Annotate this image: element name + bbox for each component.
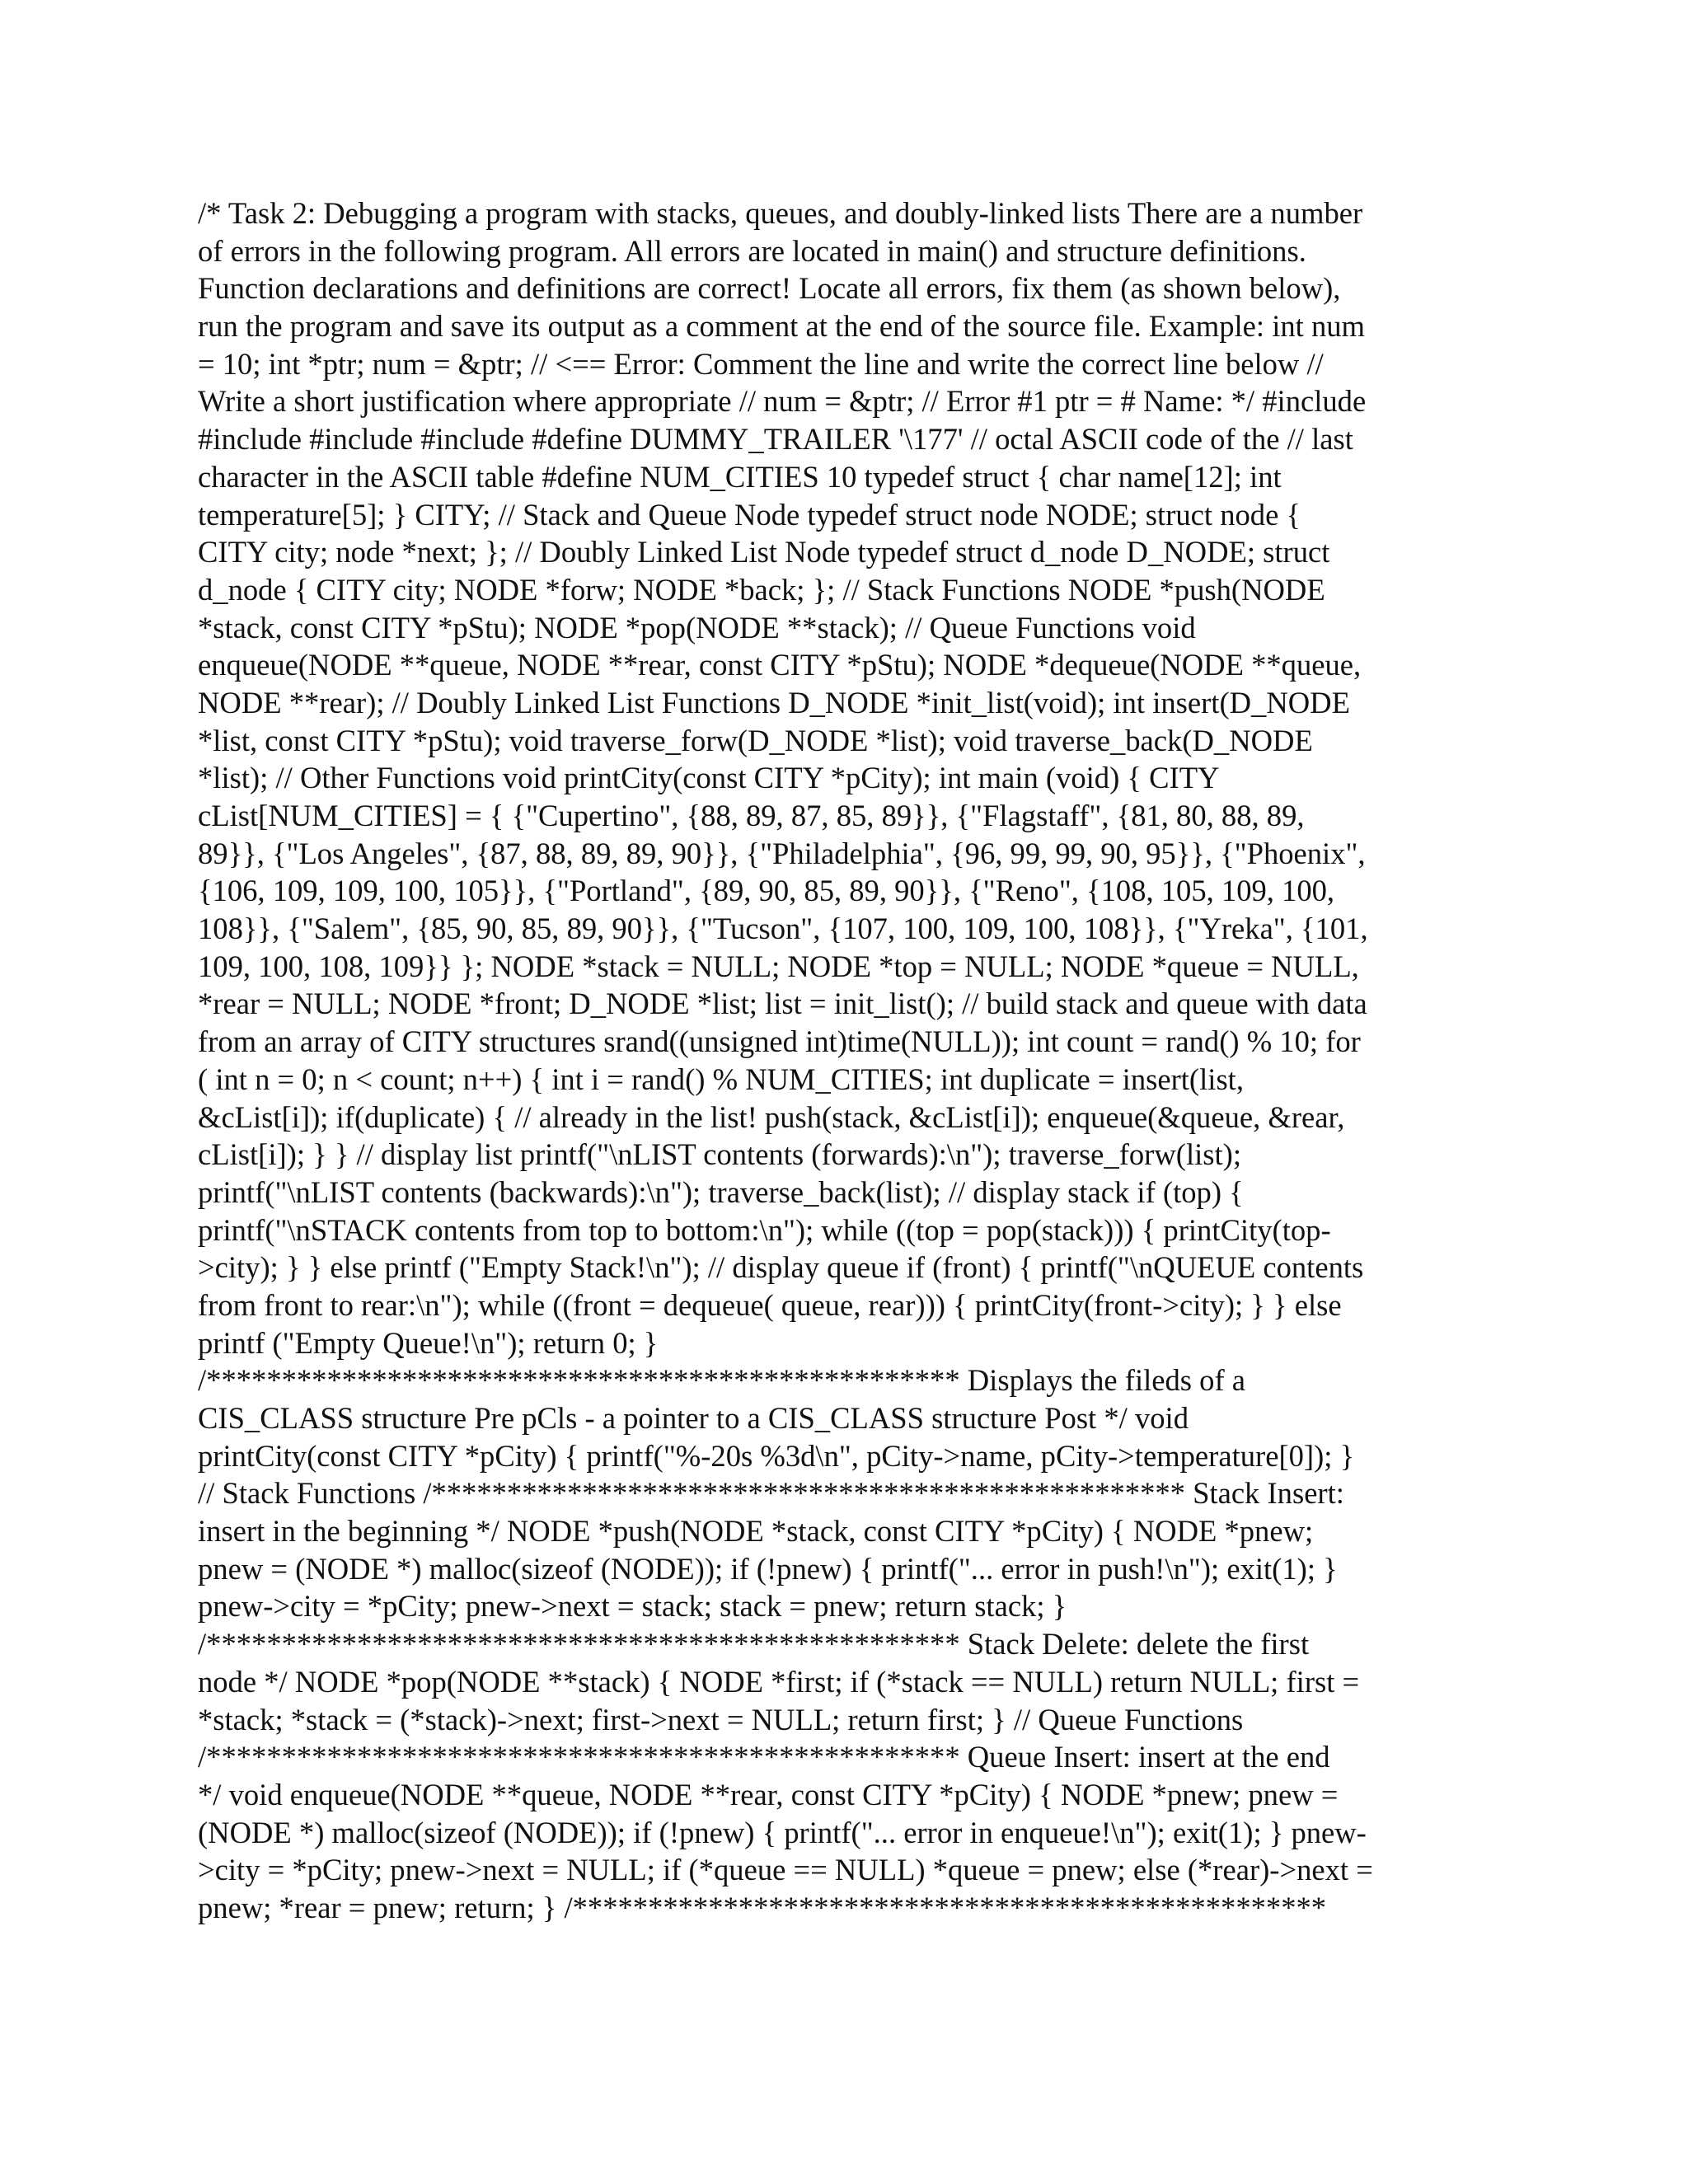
text-line: printCity(const CITY *pCity) { printf("%-20s %3d\n", pCity->name, pCity->temperature[0]); } bbox=[198, 1438, 1355, 1473]
text-line: run the program and save its output as a comment at the end of the source file. Example: int num bbox=[198, 309, 1365, 344]
text-line: printf("\nSTACK contents from top to bottom:\n"); while ((top = pop(stack))) { printCity(top- bbox=[198, 1212, 1331, 1247]
text-line: from an array of CITY structures srand((unsigned int)time(NULL)); int count = rand() % 10; for bbox=[198, 1024, 1361, 1059]
text-line: insert in the beginning */ NODE *push(NODE *stack, const CITY *pCity) { NODE *pnew; bbox=[198, 1514, 1314, 1549]
text-line: enqueue(NODE **queue, NODE **rear, const CITY *pStu); NODE *dequeue(NODE **queue, bbox=[198, 648, 1362, 682]
text-line: {106, 109, 109, 100, 105}}, {"Portland", {89, 90, 85, 89, 90}}, {"Reno", {108, 105, 109, 100, bbox=[198, 874, 1335, 908]
text-line: printf ("Empty Queue!\n"); return 0; } bbox=[198, 1325, 659, 1360]
text-line: *stack, const CITY *pStu); NODE *pop(NODE **stack); // Queue Functions void bbox=[198, 610, 1196, 644]
text-line: *rear = NULL; NODE *front; D_NODE *list; list = init_list(); // build stack and queue with data bbox=[198, 987, 1367, 1021]
text-line: from front to rear:\n"); while ((front = dequeue( queue, rear))) { printCity(front->city); } } else bbox=[198, 1287, 1342, 1322]
text-line: CITY city; node *next; }; // Doubly Linked List Node typedef struct d_node D_NODE; struct bbox=[198, 535, 1330, 569]
text-line: pnew; *rear = pnew; return; } /************************************************** bbox=[198, 1890, 1327, 1924]
text-line: printf("\nLIST contents (backwards):\n"); traverse_back(list); // display stack if (top) { bbox=[198, 1174, 1244, 1209]
text-line: d_node { CITY city; NODE *forw; NODE *back; }; // Stack Functions NODE *push(NODE bbox=[198, 572, 1325, 607]
document-body bbox=[198, 194, 1513, 1927]
text-line: cList[NUM_CITIES] = { {"Cupertino", {88, 89, 87, 85, 89}}, {"Flagstaff", {81, 80, 88, 89, bbox=[198, 799, 1305, 832]
text-line: >city = *pCity; pnew->next = NULL; if (*queue == NULL) *queue = pnew; else (*rear)->next = bbox=[198, 1853, 1373, 1887]
text-line: /************************************************** Stack Delete: delete the first bbox=[198, 1627, 1310, 1661]
text-line: character in the ASCII table #define NUM_CITIES 10 typedef struct { char name[12]; int bbox=[198, 459, 1282, 494]
text-line: cList[i]); } } // display list printf("\nLIST contents (forwards):\n"); traverse_forw(list); bbox=[198, 1137, 1242, 1172]
text-line: */ void enqueue(NODE **queue, NODE **rear, const CITY *pCity) { NODE *pnew; pnew = bbox=[198, 1777, 1339, 1811]
text-line: NODE **rear); // Doubly Linked List Functions D_NODE *init_list(void); int insert(D_NODE bbox=[198, 685, 1350, 719]
text-line: Function declarations and definitions are correct! Locate all errors, fix them (as shown below), bbox=[198, 271, 1341, 306]
text-line: /* Task 2: Debugging a program with stacks, queues, and doubly-linked lists There are a number bbox=[198, 196, 1363, 230]
text-line: *stack; *stack = (*stack)->next; first->next = NULL; return first; } // Queue Functions bbox=[198, 1702, 1244, 1736]
text-line: temperature[5]; } CITY; // Stack and Queue Node typedef struct node NODE; struct node { bbox=[198, 497, 1301, 532]
text-line: (NODE *) malloc(sizeof (NODE)); if (!pnew) { printf("... error in enqueue!\n"); exit(1); } pnew- bbox=[198, 1815, 1367, 1849]
text-line: ( int n = 0; n < count; n++) { int i = rand() % NUM_CITIES; int duplicate = insert(list, bbox=[198, 1062, 1244, 1096]
text-line: node */ NODE *pop(NODE **stack) { NODE *first; if (*stack == NULL) return NULL; first = bbox=[198, 1664, 1360, 1699]
text-line: *list); // Other Functions void printCity(const CITY *pCity); int main (void) { CITY bbox=[198, 761, 1220, 795]
text-line: &cList[i]); if(duplicate) { // already in the list! push(stack, &cList[i]); enqueue(&queue, &rear, bbox=[198, 1099, 1345, 1134]
text-line: #include #include #include #define DUMMY_TRAILER '\177' // octal ASCII code of the // last bbox=[198, 422, 1353, 457]
text-line: *list, const CITY *pStu); void traverse_forw(D_NODE *list); void traverse_back(D_NODE bbox=[198, 723, 1313, 757]
text-line: CIS_CLASS structure Pre pCls - a pointer to a CIS_CLASS structure Post */ void bbox=[198, 1401, 1189, 1435]
text-line: Write a short justification where appropriate // num = &ptr; // Error #1 ptr = # Name: */ #include bbox=[198, 384, 1367, 419]
text-line: /************************************************** Displays the fileds of a bbox=[198, 1363, 1246, 1398]
text-line: pnew->city = *pCity; pnew->next = stack; stack = pnew; return stack; } bbox=[198, 1589, 1067, 1624]
text-line: 108}}, {"Salem", {85, 90, 85, 89, 90}}, {"Tucson", {107, 100, 109, 100, 108}}, {"Yreka", {101, bbox=[198, 912, 1368, 946]
text-line: /************************************************** Queue Insert: insert at the end bbox=[198, 1740, 1330, 1774]
text-line: 109, 100, 108, 109}} }; NODE *stack = NULL; NODE *top = NULL; NODE *queue = NULL, bbox=[198, 949, 1359, 983]
text-line: 89}}, {"Los Angeles", {87, 88, 89, 89, 90}}, {"Philadelphia", {96, 99, 99, 90, 95}}, {"Phoenix", bbox=[198, 836, 1366, 870]
text-line: pnew = (NODE *) malloc(sizeof (NODE)); if (!pnew) { printf("... error in push!\n"); exit(1); } bbox=[198, 1551, 1338, 1586]
text-line: of errors in the following program. All errors are located in main() and structure definitions. bbox=[198, 233, 1306, 268]
text-line: = 10; int *ptr; num = &ptr; // <== Error: Comment the line and write the correct line below // bbox=[198, 346, 1324, 381]
text-line: // Stack Functions /************************************************** Stack Insert: bbox=[198, 1476, 1344, 1511]
text-line: >city); } } else printf ("Empty Stack!\n"); // display queue if (front) { printf("\nQUEUE contents bbox=[198, 1250, 1364, 1285]
